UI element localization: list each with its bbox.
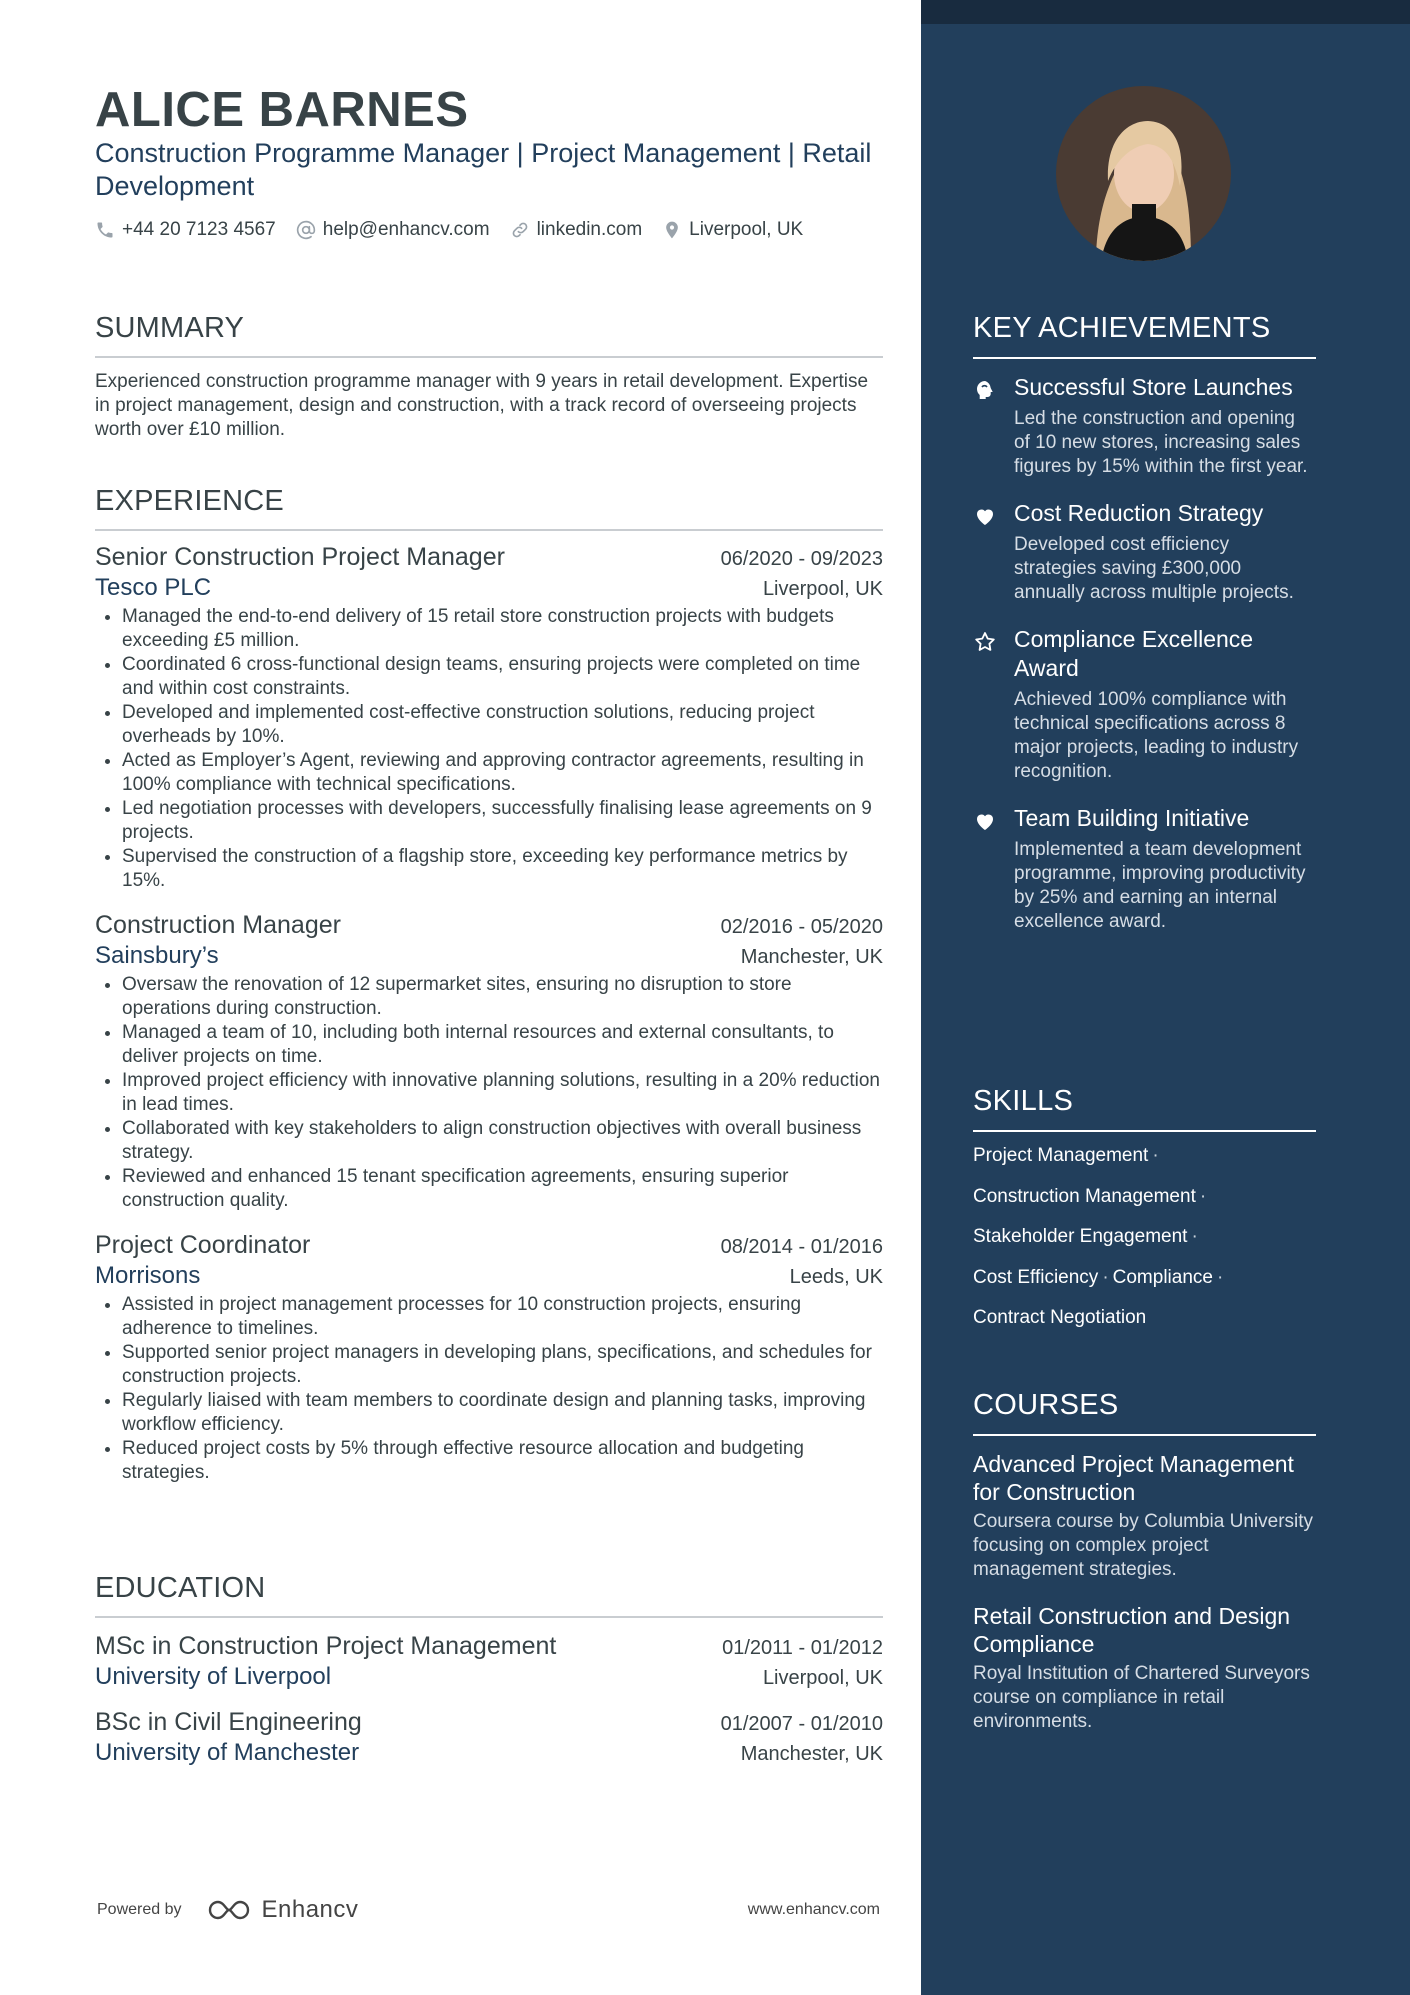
bullet-item: • Led negotiation processes with developers, successfully finalising lease agreements on 9 projects.: [122, 797, 883, 845]
degree-title: MSc in Construction Project Management: [95, 1632, 557, 1660]
bullet-item: • Supported senior project managers in developing plans, specifications, and schedules for construction projects.: [122, 1341, 883, 1389]
job-dates: 06/2020 - 09/2023: [720, 548, 883, 570]
experience-section: [95, 482, 883, 1485]
education-section: [95, 1569, 883, 1768]
education-location: Manchester, UK: [740, 1743, 883, 1765]
bullet-item: • Managed the end-to-end delivery of 15 retail store construction projects with budgets exceeding £5 million.: [122, 605, 883, 653]
bullet-item: • Developed and implemented cost-effective construction solutions, reducing project overheads by 10%.: [122, 701, 883, 749]
at-icon: [296, 220, 316, 240]
bullet-item: • Managed a team of 10, including both internal resources and external consultants, to deliver projects on time.: [122, 1021, 883, 1069]
location-text: Liverpool, UK: [689, 219, 804, 240]
job-entry: [95, 1229, 883, 1485]
bullet-item: • Improved project efficiency with innovative planning solutions, resulting in a 20% reduction in lead times.: [122, 1069, 883, 1117]
achievement-item: [973, 373, 1316, 479]
phone-icon: [95, 220, 115, 240]
skills-list: Project Management · Construction Management · Stakeholder Engagement · Cost Efficiency · Compliance · Contract Negotiation: [973, 1145, 1224, 1328]
heart-icon: [973, 504, 997, 528]
achievement-title: Successful Store Launches: [1014, 374, 1293, 400]
bullet-item: • Coordinated 6 cross-functional design teams, ensuring projects were completed on time and within cost constraints.: [122, 653, 883, 701]
job-location: Manchester, UK: [740, 946, 883, 968]
bullet-item: • Assisted in project management processes for 10 construction projects, ensuring adherence to timelines.: [122, 1293, 883, 1341]
summary-section: [95, 309, 883, 442]
course-description: Coursera course by Columbia University focusing on complex project management strategies.: [973, 1511, 1314, 1580]
brain-icon: [973, 378, 997, 402]
contact-bar: [95, 218, 803, 242]
achievement-description: Led the construction and opening of 10 new stores, increasing sales figures by 15% within the first year.: [1014, 408, 1308, 477]
star-icon: [973, 630, 997, 654]
enhancv-logo[interactable]: [206, 1896, 359, 1924]
education-heading: EDUCATION: [95, 1569, 883, 1618]
contact-location: [662, 218, 803, 242]
achievement-description: Achieved 100% compliance with technical specifications across 8 major projects, leading to industry recognition.: [1014, 689, 1299, 782]
degree-title: BSc in Civil Engineering: [95, 1708, 362, 1736]
sidebar: [921, 0, 1410, 1995]
course-item: [973, 1602, 1316, 1734]
bullet-item: • Acted as Employer’s Agent, reviewing and approving contractor agreements, resulting in 100% compliance with technical specifications.: [122, 749, 883, 797]
summary-heading: SUMMARY: [95, 309, 883, 358]
achievement-title: Compliance Excellence Award: [1014, 626, 1254, 681]
school-name: University of Liverpool: [95, 1663, 332, 1690]
experience-heading: EXPERIENCE: [95, 482, 883, 531]
education-entry: [95, 1630, 883, 1692]
job-location: Leeds, UK: [789, 1266, 883, 1288]
sidebar-top-band: [921, 0, 1410, 24]
job-bullets: [95, 605, 883, 893]
education-dates: 01/2011 - 01/2012: [722, 1637, 883, 1659]
link-icon: [510, 220, 530, 240]
company-name: Morrisons: [95, 1262, 201, 1289]
job-title: Senior Construction Project Manager: [95, 543, 505, 571]
bullet-item: • Reduced project costs by 5% through effective resource allocation and budgeting strategies.: [122, 1437, 883, 1485]
contact-email[interactable]: [296, 218, 490, 242]
achievement-item: [973, 804, 1316, 934]
location-pin-icon: [662, 220, 682, 240]
phone-text: +44 20 7123 4567: [122, 219, 276, 240]
achievement-description: Implemented a team development programme, improving productivity by 25% and earning an internal excellence award.: [1014, 839, 1306, 932]
company-name: Sainsbury’s: [95, 942, 219, 969]
job-location: Liverpool, UK: [762, 578, 883, 600]
achievement-title: Cost Reduction Strategy: [1014, 500, 1264, 526]
summary-text: Experienced construction programme manager with 9 years in retail development. Expertise in project management, design and construction, with a track record of overseeing projects worth over £10 million.: [95, 371, 869, 440]
skill-tag: Compliance: [1112, 1266, 1213, 1288]
website-link[interactable]: www.enhancv.com: [747, 1901, 880, 1918]
skills-heading: SKILLS: [973, 1082, 1316, 1132]
education-dates: 01/2007 - 01/2010: [720, 1713, 883, 1735]
job-dates: 02/2016 - 05/2020: [720, 916, 883, 938]
job-entry: [95, 909, 883, 1213]
achievements-heading: KEY ACHIEVEMENTS: [973, 309, 1316, 359]
bullet-item: • Supervised the construction of a flagship store, exceeding key performance metrics by 15%.: [122, 845, 883, 893]
bullet-item: • Reviewed and enhanced 15 tenant specification agreements, ensuring superior construction quality.: [122, 1165, 883, 1213]
achievement-title: Team Building Initiative: [1014, 805, 1250, 831]
job-bullets: [95, 1293, 883, 1485]
course-title: Advanced Project Management for Construction: [973, 1451, 1294, 1505]
skill-tag: Contract Negotiation: [973, 1307, 1147, 1328]
contact-phone[interactable]: [95, 218, 276, 242]
brand-name: Enhancv: [261, 1896, 359, 1923]
profile-photo: [1056, 86, 1231, 261]
linkedin-text: linkedin.com: [536, 219, 643, 240]
powered-by-label: Powered by: [97, 1901, 182, 1918]
achievement-description: Developed cost efficiency strategies saving £300,000 annually across multiple projects.: [1014, 534, 1294, 603]
enhancv-logo-icon: [206, 1898, 252, 1922]
company-name: Tesco PLC: [95, 574, 212, 601]
education-location: Liverpool, UK: [762, 1667, 883, 1689]
job-bullets: [95, 973, 883, 1213]
course-description: Royal Institution of Chartered Surveyors course on compliance in retail environments.: [973, 1663, 1310, 1732]
candidate-name: ALICE BARNES: [95, 83, 469, 137]
skills-section: [973, 1082, 1316, 1347]
school-name: University of Manchester: [95, 1739, 360, 1766]
job-title: Project Coordinator: [95, 1231, 311, 1259]
contact-linkedin[interactable]: [510, 218, 643, 242]
achievements-section: [973, 309, 1316, 934]
email-text: help@enhancv.com: [322, 219, 490, 240]
headline: Construction Programme Manager | Project Management | Retail Development: [95, 138, 872, 201]
skill-tag: Construction Management: [973, 1185, 1196, 1207]
achievement-item: [973, 625, 1316, 784]
bullet-item: • Collaborated with key stakeholders to align construction objectives with overall business strategy.: [122, 1117, 883, 1165]
courses-section: [973, 1386, 1316, 1734]
course-item: [973, 1450, 1316, 1582]
footer: [97, 1895, 880, 1925]
skill-tag: Stakeholder Engagement: [973, 1226, 1188, 1247]
skill-tag: Cost Efficiency: [973, 1266, 1099, 1288]
achievement-item: [973, 499, 1316, 605]
job-title: Construction Manager: [95, 911, 341, 939]
job-entry: [95, 541, 883, 893]
education-entry: [95, 1706, 883, 1768]
course-title: Retail Construction and Design Compliance: [973, 1603, 1291, 1657]
bullet-item: • Oversaw the renovation of 12 supermarket sites, ensuring no disruption to store operations during construction.: [122, 973, 883, 1021]
courses-heading: COURSES: [973, 1386, 1316, 1436]
skill-tag: Project Management: [973, 1145, 1149, 1166]
heart-icon: [973, 809, 997, 833]
bullet-item: • Regularly liaised with team members to coordinate design and planning tasks, improving workflow efficiency.: [122, 1389, 883, 1437]
job-dates: 08/2014 - 01/2016: [720, 1236, 883, 1258]
powered-by: [97, 1896, 358, 1924]
